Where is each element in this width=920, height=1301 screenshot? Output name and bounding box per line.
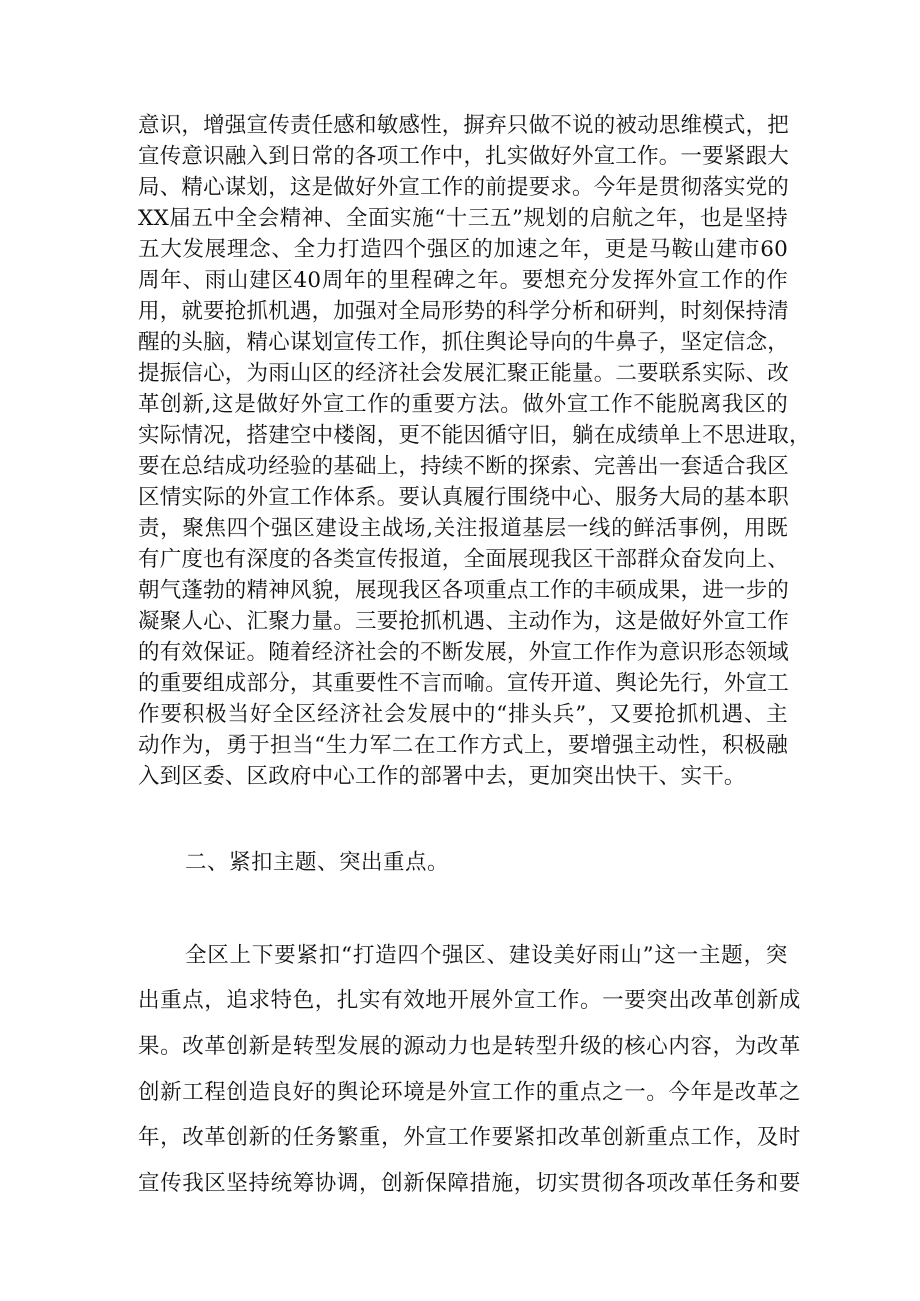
paragraph-line: 宣传意识融入到日常的各项工作中，扎实做好外宣工作。一要紧跟大 xyxy=(138,144,790,169)
paragraph-line: 周年、雨山建区40周年的里程碑之年。要想充分发挥外宣工作的作 xyxy=(138,268,788,293)
paragraph-line: 实际情况，搭建空中楼阁，更不能因循守旧，躺在成绩单上不思进取， xyxy=(138,423,811,448)
paragraph-line: 意识，增强宣传责任感和敏感性，摒弃只做不说的被动思维模式，把 xyxy=(138,113,790,138)
paragraph-line: 责，聚焦四个强区建设主战场,关注报道基层一线的鲜活事例，用既 xyxy=(138,516,788,541)
paragraph-line: 凝聚人心、汇聚力量。三要抢抓机遇、主动作为，这是做好外宣工作 xyxy=(138,609,790,634)
paragraph-line: 区情实际的外宣工作体系。要认真履行围绕中心、服务大局的基本职 xyxy=(138,485,790,510)
paragraph-line: 的有效保证。随着经济社会的不断发展，外宣工作作为意识形态领域 xyxy=(138,640,790,665)
section-heading: 二、紧扣主题、突出重点。 xyxy=(185,850,450,875)
paragraph-line: 宣传我区坚持统筹协调，创新保障措施，切实贯彻各项改革任务和要 xyxy=(138,1171,802,1196)
paragraph-line: 的重要组成部分，其重要性不言而喻。宣传开道、舆论先行，外宣工 xyxy=(138,671,790,696)
paragraph-line: 提振信心，为雨山区的经济社会发展汇聚正能量。二要联系实际、改 xyxy=(138,361,790,386)
paragraph-line: 醒的头脑，精心谋划宣传工作，抓住舆论导向的牛鼻子，坚定信念， xyxy=(138,330,790,355)
paragraph-line: 朝气蓬勃的精神风貌，展现我区各项重点工作的丰硕成果，进一步的 xyxy=(138,578,790,603)
paragraph-line: 革创新,这是做好外宣工作的重要方法。做外宣工作不能脱离我区的 xyxy=(138,392,788,417)
paragraph-line: 全区上下要紧扣“打造四个强区、建设美好雨山”这一主题，突 xyxy=(185,943,788,968)
paragraph-line: XX届五中全会精神、全面实施“十三五”规划的启航之年，也是坚持 xyxy=(138,206,788,231)
paragraph-line: 局、精心谋划，这是做好外宣工作的前提要求。今年是贯彻落实党的 xyxy=(138,175,790,200)
paragraph-line: 创新工程创造良好的舆论环境是外宣工作的重点之一。今年是改革之 xyxy=(138,1080,802,1105)
paragraph-line: 有广度也有深度的各类宣传报道，全面展现我区干部群众奋发向上、 xyxy=(138,547,790,572)
paragraph-line: 出重点，追求特色，扎实有效地开展外宣工作。一要突出改革创新成 xyxy=(138,988,802,1013)
paragraph-line: 果。改革创新是转型发展的源动力也是转型升级的核心内容，为改革 xyxy=(138,1034,802,1059)
paragraph-line: 年，改革创新的任务繁重，外宣工作要紧扣改革创新重点工作，及时 xyxy=(138,1125,802,1150)
paragraph-line: 五大发展理念、全力打造四个强区的加速之年，更是马鞍山建市60 xyxy=(138,237,788,262)
paragraph-line: 用，就要抢抓机遇，加强对全局形势的科学分析和研判，时刻保持清 xyxy=(138,299,790,324)
paragraph-line: 入到区委、区政府中心工作的部署中去，更加突出快干、实干。 xyxy=(138,764,746,789)
paragraph-line: 动作为，勇于担当“生力军二在工作方式上，要增强主动性，积极融 xyxy=(138,733,788,758)
paragraph-line: 要在总结成功经验的基础上，持续不断的探索、完善出一套适合我区 xyxy=(138,454,790,479)
paragraph-line: 作要积极当好全区经济社会发展中的“排头兵”，又要抢抓机遇、主 xyxy=(138,702,788,727)
